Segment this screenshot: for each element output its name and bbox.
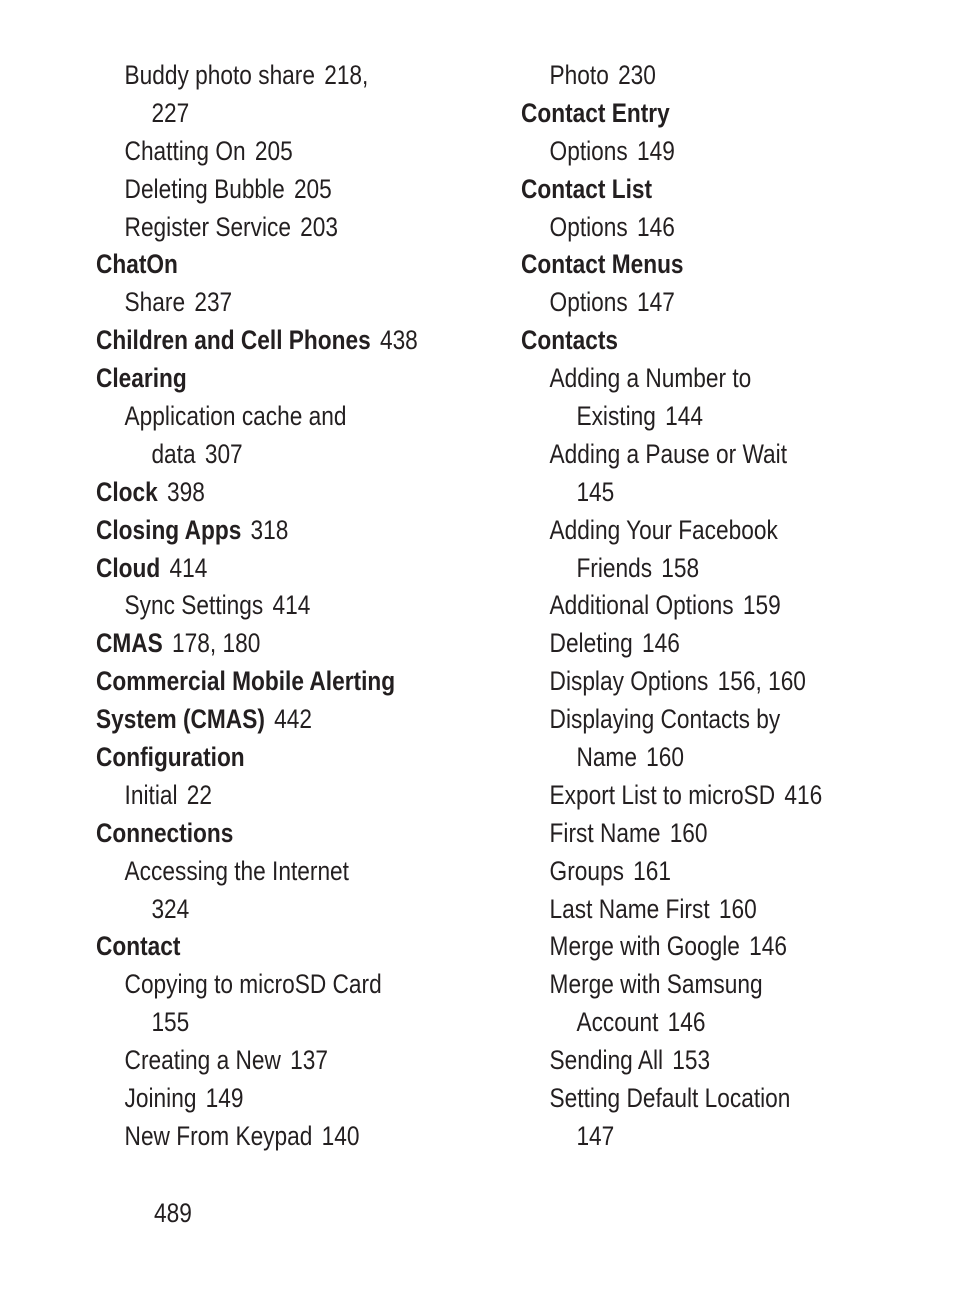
index-subentry [521, 966, 874, 1004]
index-page-ref: 146 [642, 628, 680, 659]
index-page-ref: 442 [274, 704, 312, 735]
index-subentry [521, 587, 874, 625]
index-subentry [521, 133, 874, 171]
index-page-ref: 160 [646, 742, 685, 773]
index-page-ref: 416 [784, 779, 823, 810]
index-page-ref: 160 [718, 893, 757, 924]
index-subentry [521, 701, 874, 739]
index-subentry [521, 739, 874, 777]
index-entry-text: Adding a Number to [549, 363, 752, 394]
index-subentry [96, 436, 449, 474]
index-page-ref: 22 [186, 779, 212, 810]
index-page-ref: 230 [618, 60, 656, 90]
index-subentry [521, 663, 874, 701]
index-entry-text: Existing [576, 401, 656, 432]
index-page-ref: 161 [633, 855, 672, 886]
index-entry-text: Application cache and [124, 401, 347, 432]
index-subentry [521, 360, 874, 398]
index-page-ref: 205 [254, 135, 293, 166]
index-subentry [521, 284, 874, 322]
index-subentry [96, 398, 449, 436]
index-subentry [521, 1042, 874, 1080]
index-entry-text: Options [549, 135, 628, 166]
index-heading [96, 550, 449, 588]
index-subentry [96, 171, 449, 209]
index-entry-text: Photo [549, 60, 609, 90]
index-entry-text: Share [124, 287, 186, 318]
index-entry-text: Contact [96, 931, 181, 962]
index-entry-text: Children and Cell Phones [96, 325, 371, 356]
index-entry-text: Initial [124, 779, 178, 810]
index-entry-text: Copying to microSD Card [124, 969, 382, 1000]
index-entry-text: New From Keypad [124, 1120, 313, 1151]
index-entry-text: Chatting On [124, 135, 246, 166]
index-entry-text: Sending All [549, 1045, 664, 1076]
index-subentry [96, 284, 449, 322]
index-subentry [521, 853, 874, 891]
index-entry-text: Adding Your Facebook [549, 514, 778, 545]
index-entry-text: Cloud [96, 552, 161, 583]
index-page-ref: 146 [636, 211, 675, 242]
index-entry-text: Connections [96, 817, 234, 848]
index-subentry [521, 1004, 874, 1042]
index-page-ref: 147 [576, 1120, 615, 1151]
index-subentry [96, 1080, 449, 1118]
index-subentry [521, 891, 874, 929]
index-entry-text: Additional Options [549, 590, 734, 621]
index-subentry [521, 1118, 874, 1156]
index-entry-text: Export List to microSD [549, 779, 776, 810]
page-number: 489 [154, 1198, 192, 1228]
index-entry-text: Displaying Contacts by [549, 704, 781, 735]
index-page-ref: 160 [669, 817, 708, 848]
index-page-ref: 237 [194, 287, 233, 318]
index-entry-text: Contact Menus [521, 249, 684, 280]
index-entry-text: Closing Apps [96, 514, 242, 545]
index-page-ref: 140 [321, 1120, 360, 1151]
index-heading [96, 512, 449, 550]
index-heading [521, 95, 874, 133]
index-subentry [96, 777, 449, 815]
index-entry-text: Commercial Mobile Alerting [96, 666, 396, 697]
index-entry-text: Configuration [96, 742, 245, 773]
index-subentry [521, 512, 874, 550]
index-page-ref: 438 [379, 325, 418, 356]
index-page-ref: 159 [742, 590, 781, 621]
index-page-ref: 137 [290, 1045, 328, 1076]
index-heading [521, 246, 874, 284]
index-heading [96, 246, 449, 284]
index-entry-text: Deleting Bubble [124, 173, 285, 204]
index-page-ref: 324 [151, 893, 190, 924]
index-subentry [521, 550, 874, 588]
index-heading [96, 701, 449, 739]
index-entry-text: Contacts [521, 325, 619, 356]
index-page-ref: 146 [667, 1007, 706, 1038]
index-subentry [96, 1042, 449, 1080]
index-heading [521, 171, 874, 209]
index-page-ref: 146 [749, 931, 788, 962]
index-entry-text: ChatOn [96, 249, 178, 280]
index-entry-text: Buddy photo share [124, 60, 315, 90]
index-heading [96, 928, 449, 966]
index-entry-text: Accessing the Internet [124, 855, 349, 886]
index-entry-text: Contact Entry [521, 97, 670, 128]
index-entry-text: System (CMAS) [96, 704, 265, 735]
index-heading [96, 663, 449, 701]
index-page-ref: 227 [151, 97, 190, 128]
index-heading [96, 625, 449, 663]
index-entry-text: Adding a Pause or Wait [549, 438, 787, 469]
index-page-ref: 414 [169, 552, 208, 583]
index-page-ref: 205 [293, 173, 332, 204]
index-subentry [521, 474, 874, 512]
index-page-ref: 158 [661, 552, 700, 583]
index-entry-text: Creating a New [124, 1045, 281, 1076]
index-subentry [521, 436, 874, 474]
index-column-left [96, 57, 516, 1156]
index-heading [96, 322, 449, 360]
index-entry-text: Sync Settings [124, 590, 264, 621]
index-entry-text: Last Name First [549, 893, 710, 924]
index-subentry [521, 1080, 874, 1118]
index-subentry [96, 891, 449, 929]
index-entry-text: Register Service [124, 211, 291, 242]
index-page-ref: 153 [672, 1045, 711, 1076]
index-subentry [521, 777, 874, 815]
index-entry-text: Display Options [549, 666, 709, 697]
index-subentry [96, 587, 449, 625]
index-entry-text: Contact List [521, 173, 653, 204]
index-subentry [96, 95, 449, 133]
index-page-ref: 203 [300, 211, 339, 242]
index-heading [96, 474, 449, 512]
index-entry-text: Clearing [96, 363, 187, 394]
index-entry-text: Setting Default Location [549, 1083, 791, 1114]
index-entry-text: Merge with Google [549, 931, 740, 962]
index-subentry [521, 928, 874, 966]
index-entry-text: First Name [549, 817, 661, 848]
index-entry-text: Deleting [549, 628, 633, 659]
index-entry-text: Account [576, 1007, 659, 1038]
index-page-ref: 149 [205, 1083, 244, 1114]
index-entry-text: Name [576, 742, 637, 773]
index-entry-text: Friends [576, 552, 653, 583]
index-page-ref: 178, 180 [172, 628, 261, 659]
index-subentry [96, 209, 449, 247]
index-subentry [96, 1004, 449, 1042]
index-page-ref: 156, 160 [717, 666, 806, 697]
index-heading [96, 360, 449, 398]
index-page-ref: 145 [576, 476, 615, 507]
index-entry-text: Clock [96, 476, 158, 507]
index-subentry [96, 57, 449, 95]
index-page-ref: 414 [272, 590, 311, 621]
index-heading [96, 815, 449, 853]
index-subentry [521, 209, 874, 247]
index-subentry [96, 853, 449, 891]
index-page-ref: 147 [636, 287, 675, 318]
index-column-right [521, 57, 941, 1156]
index-heading [521, 322, 874, 360]
index-page-ref: 155 [151, 1007, 190, 1038]
index-entry-text: Options [549, 287, 628, 318]
index-page-ref: 307 [204, 438, 243, 469]
index-page-ref: 318 [250, 514, 289, 545]
index-entry-text: data [151, 438, 196, 469]
index-subentry [96, 966, 449, 1004]
index-subentry [521, 815, 874, 853]
index-entry-text: Joining [124, 1083, 197, 1114]
index-subentry [521, 625, 874, 663]
index-subentry [521, 57, 874, 95]
index-entry-text: CMAS [96, 628, 163, 659]
index-subentry [521, 398, 874, 436]
index-page-ref: 218, [324, 60, 369, 90]
index-page-ref: 144 [665, 401, 703, 432]
index-entry-text: Merge with Samsung [549, 969, 763, 1000]
index-subentry [96, 133, 449, 171]
index-entry-text: Options [549, 211, 628, 242]
index-entry-text: Groups [549, 855, 624, 886]
index-subentry [96, 1118, 449, 1156]
index-page-ref: 149 [636, 135, 675, 166]
index-page-ref: 398 [167, 476, 205, 507]
index-heading [96, 739, 449, 777]
